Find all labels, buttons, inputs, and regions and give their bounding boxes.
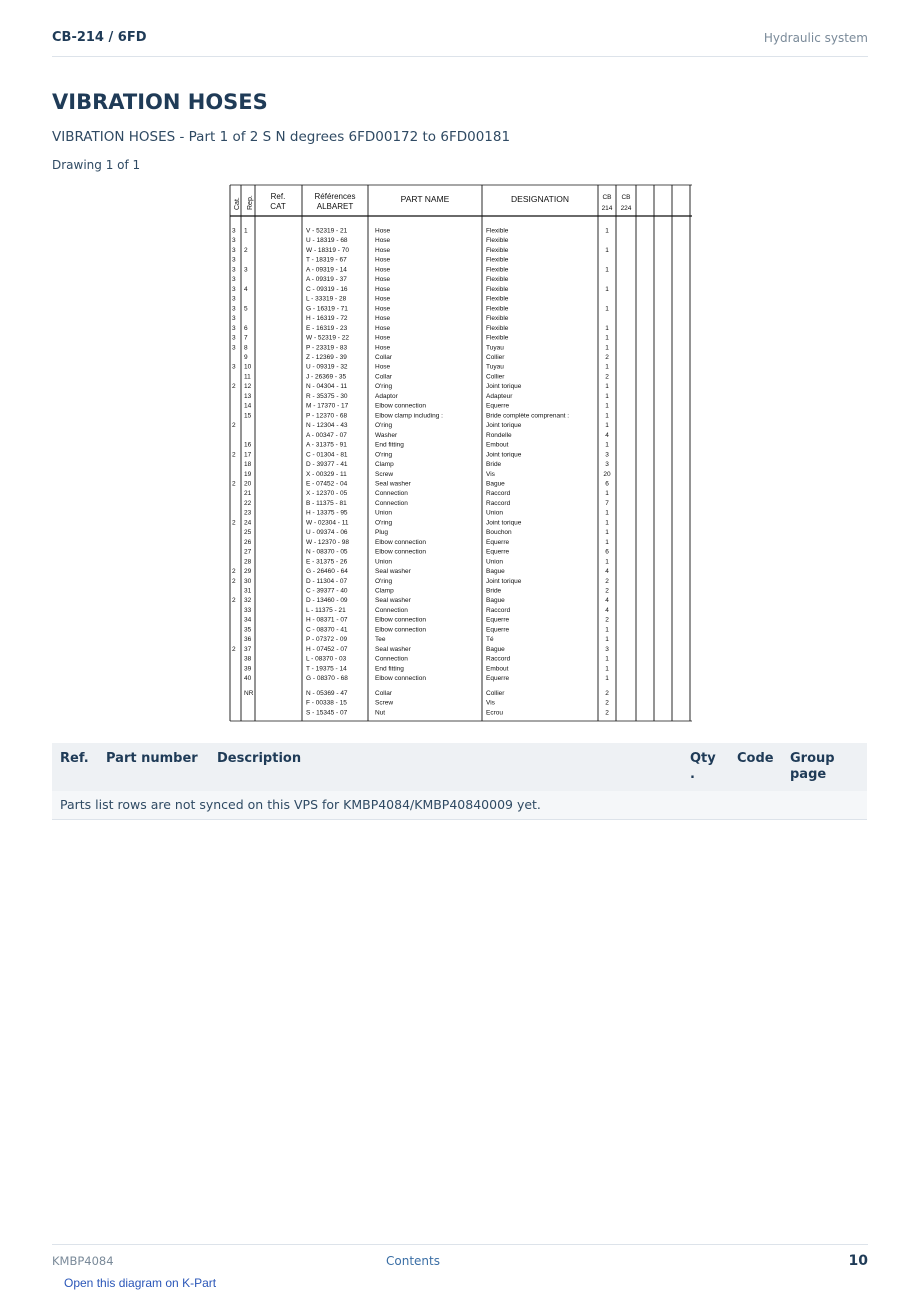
scan-cell-cat: 2 [232, 577, 236, 585]
scan-cell-part-name: O'ring [375, 577, 393, 585]
scan-cell-rep: 29 [244, 568, 252, 576]
scan-cell-designation: Té [486, 636, 494, 644]
scan-cell-rep: 24 [244, 519, 252, 527]
scan-cell-reference: U - 18319 - 68 [306, 237, 348, 245]
scan-header-cb214: CB [602, 194, 612, 201]
scan-cell-designation: Rondelle [486, 431, 512, 439]
scan-cell-designation: Flexible [486, 237, 509, 245]
scan-cell-part-name: O'ring [375, 451, 393, 459]
scan-cell-rep: 2 [244, 246, 248, 254]
drawing-label: Drawing 1 of 1 [52, 158, 141, 172]
scan-cell-part-name: Adaptor [375, 392, 398, 400]
scan-cell-qty: 1 [605, 285, 609, 293]
scan-cell-cat: 3 [232, 256, 236, 264]
scan-cell-cat: 3 [232, 227, 236, 235]
scan-header-cb224: CB [621, 194, 631, 201]
breadcrumb: CB-214 / 6FD [52, 30, 147, 45]
scan-cell-reference: H - 07452 - 07 [306, 645, 348, 653]
scan-cell-part-name: Hose [375, 324, 391, 332]
scan-cell-designation: Bride [486, 461, 502, 469]
scan-cell-part-name: Elbow connection [375, 538, 426, 546]
scan-cell-part-name: Connection [375, 655, 408, 663]
scan-cell-designation: Raccord [486, 490, 511, 498]
scan-cell-reference: M - 17370 - 17 [306, 402, 349, 410]
scan-header-albaret: ALBARET [316, 202, 354, 211]
scan-cell-rep: 25 [244, 529, 252, 537]
scan-cell-designation: Bague [486, 480, 505, 488]
scan-cell-cat: 3 [232, 295, 236, 303]
scan-cell-designation: Flexible [486, 324, 509, 332]
scan-cell-designation: Union [486, 558, 503, 566]
scan-cell-part-name: Union [375, 558, 392, 566]
open-kpart-link[interactable]: Open this diagram on K-Part [64, 1276, 217, 1290]
scan-cell-qty: 1 [605, 665, 609, 673]
scan-cell-qty: 4 [605, 606, 609, 614]
scan-image [228, 180, 694, 725]
scan-cell-reference: H - 08371 - 07 [306, 616, 348, 624]
scan-cell-reference: B - 11375 - 81 [306, 499, 347, 507]
scan-cell-designation: Joint torique [486, 519, 522, 527]
scan-cell-designation: Flexible [486, 227, 509, 235]
col-description: Description [217, 751, 302, 766]
parts-table-message: Parts list rows are not synced on this VPS for KMBP4084/KMBP40840009 yet. [52, 791, 867, 820]
scan-cell-reference: J - 26369 - 35 [306, 373, 347, 381]
scan-cell-reference: T - 19375 - 14 [306, 665, 347, 673]
scan-cell-part-name: Hose [375, 315, 391, 323]
scan-cell-rep: 10 [244, 363, 252, 371]
scan-cell-cat: 2 [232, 451, 236, 459]
scan-cell-designation: Flexible [486, 285, 509, 293]
scan-cell-rep: 34 [244, 616, 252, 624]
scan-cell-rep: 20 [244, 480, 252, 488]
scan-cell-cat: 3 [232, 363, 236, 371]
scan-cell-designation: Equerre [486, 626, 510, 634]
scan-cell-qty: 1 [605, 305, 609, 313]
scan-cell-part-name: Hose [375, 334, 391, 342]
scan-cell-part-name: Hose [375, 227, 391, 235]
scan-cell-reference: A - 00347 - 07 [306, 431, 347, 439]
page-header [52, 28, 868, 57]
scan-cell-part-name: Collar [375, 690, 392, 697]
scan-cell-rep: 18 [244, 461, 252, 469]
scan-cell-rep: 16 [244, 441, 252, 449]
scan-cell-reference: X - 00329 - 11 [306, 470, 347, 478]
scan-cell-qty: 1 [605, 558, 609, 566]
col-group-page: Group page [790, 751, 835, 782]
scan-cell-reference: N - 08370 - 05 [306, 548, 348, 556]
scan-cell-designation: Raccord [486, 499, 511, 507]
scan-cell-reference: L - 08370 - 03 [306, 655, 347, 663]
scan-cell-part-name: Hose [375, 285, 391, 293]
scan-cell-qty: 2 [605, 587, 609, 595]
scan-cell-part-name: Screw [375, 699, 394, 707]
scan-cell-part-name: Hose [375, 237, 391, 245]
scan-cell-reference: V - 52319 - 21 [306, 227, 348, 235]
scan-cell-part-name: Washer [375, 431, 398, 439]
scan-cell-part-name: Plug [375, 529, 389, 537]
scan-cell-rep: 6 [244, 324, 248, 332]
scan-cell-qty: 3 [605, 645, 609, 653]
scan-cell-rep: 21 [244, 490, 252, 498]
scan-cell-designation: Joint torique [486, 422, 522, 430]
scan-cell-qty: 6 [605, 548, 609, 556]
page-footer [52, 1244, 868, 1275]
scan-cell-reference: E - 07452 - 04 [306, 480, 348, 488]
scan-cell-reference: D - 39377 - 41 [306, 461, 348, 469]
scan-cell-qty: 4 [605, 431, 609, 439]
scan-cell-part-name: Hose [375, 266, 391, 274]
scan-cell-cat: 2 [232, 597, 236, 605]
scan-cell-rep: 22 [244, 499, 252, 507]
scan-cell-designation: Bague [486, 645, 505, 653]
scan-cell-designation: Flexible [486, 295, 509, 303]
scan-cell-qty: 2 [605, 690, 609, 697]
scan-header-ref-cat: CAT [270, 202, 286, 211]
scan-cell-rep: 23 [244, 509, 252, 517]
scan-cell-rep: 8 [244, 344, 248, 352]
scan-cell-reference: P - 23319 - 83 [306, 344, 348, 352]
scan-cell-designation: Joint torique [486, 451, 522, 459]
scan-cell-part-name: Hose [375, 305, 391, 313]
scan-cell-qty: 1 [605, 246, 609, 254]
scan-cell-cat: 2 [232, 422, 236, 430]
scan-cell-designation: Raccord [486, 655, 511, 663]
scan-cell-qty: 2 [605, 699, 609, 707]
scan-cell-cat: 3 [232, 305, 236, 313]
scan-cell-part-name: Seal washer [375, 597, 411, 605]
scan-cell-reference: R - 35375 - 30 [306, 392, 348, 400]
scan-cell-designation: Joint torique [486, 383, 522, 391]
scan-cell-part-name: Elbow connection [375, 616, 426, 624]
scan-cell-rep: 1 [244, 227, 248, 235]
scan-cell-rep: 36 [244, 636, 252, 644]
scan-cell-rep: 4 [244, 285, 248, 293]
scan-cell-designation: Flexible [486, 334, 509, 342]
scan-cell-qty: 1 [605, 490, 609, 498]
scan-cell-designation: Bride [486, 587, 502, 595]
scan-cell-qty: 1 [605, 509, 609, 517]
scan-cell-rep: 28 [244, 558, 252, 566]
scan-cell-designation: Equerre [486, 616, 510, 624]
page-number: 10 [848, 1253, 868, 1269]
scan-cell-reference: C - 09319 - 16 [306, 285, 348, 293]
scan-cell-cat: 2 [232, 519, 236, 527]
footer-doc-id: KMBP4084 [52, 1254, 114, 1268]
scan-cell-part-name: Seal washer [375, 568, 411, 576]
scan-cell-part-name: Connection [375, 499, 408, 507]
scan-cell-reference: A - 09319 - 37 [306, 276, 347, 284]
scan-cell-cat: 3 [232, 266, 236, 274]
scan-cell-qty: 2 [605, 616, 609, 624]
scan-cell-designation: Raccord [486, 606, 511, 614]
scan-cell-reference: G - 16319 - 71 [306, 305, 348, 313]
scan-cell-designation: Ecrou [486, 709, 503, 717]
scan-cell-part-name: Elbow connection [375, 548, 426, 556]
scan-header-part-name: PART NAME [400, 194, 450, 204]
scan-cell-designation: Tuyau [486, 344, 504, 352]
scan-cell-designation: Collier [486, 373, 505, 381]
scan-cell-cat: 3 [232, 324, 236, 332]
scan-cell-part-name: Elbow connection [375, 402, 426, 410]
scan-cell-cat: 3 [232, 276, 236, 284]
scan-cell-rep: 35 [244, 626, 252, 634]
scan-cell-reference: W - 12370 - 98 [306, 538, 349, 546]
scan-header-designation: DESIGNATION [511, 194, 569, 204]
scan-cell-reference: P - 07372 - 09 [306, 636, 348, 644]
scan-cell-qty: 1 [605, 383, 609, 391]
scan-cell-qty: 1 [605, 324, 609, 332]
contents-link[interactable]: Contents [386, 1254, 440, 1268]
scan-cell-rep: 39 [244, 665, 252, 673]
scan-cell-part-name: Hose [375, 276, 391, 284]
scan-cell-reference: G - 26460 - 64 [306, 568, 348, 576]
scan-cell-qty: 4 [605, 597, 609, 605]
scan-cell-designation: Flexible [486, 256, 509, 264]
parts-table-header [52, 743, 867, 791]
scan-cell-reference: W - 02304 - 11 [306, 519, 349, 527]
scan-cell-qty: 1 [605, 519, 609, 527]
scan-cell-part-name: Seal washer [375, 480, 411, 488]
scan-cell-part-name: Elbow clamp including : [375, 412, 443, 420]
scan-cell-rep: 38 [244, 655, 252, 663]
scan-cell-qty: 1 [605, 626, 609, 634]
scan-cell-qty: 3 [605, 451, 609, 459]
scan-cell-rep: 37 [244, 645, 252, 653]
scan-cell-qty: 2 [605, 577, 609, 585]
scan-cell-part-name: Connection [375, 490, 408, 498]
scan-cell-reference: T - 18319 - 67 [306, 256, 347, 264]
scan-cell-reference: C - 39377 - 40 [306, 587, 348, 595]
scan-cell-part-name: O'ring [375, 519, 393, 527]
scan-cell-qty: 1 [605, 392, 609, 400]
scan-cell-reference: C - 08370 - 41 [306, 626, 348, 634]
scan-cell-reference: W - 18319 - 70 [306, 246, 349, 254]
scan-cell-reference: A - 31375 - 91 [306, 441, 347, 449]
scan-cell-part-name: Hose [375, 246, 391, 254]
scan-cell-qty: 1 [605, 675, 609, 683]
scan-cell-qty: 3 [605, 461, 609, 469]
scan-cell-designation: Equerre [486, 402, 510, 410]
scan-cell-qty: 1 [605, 538, 609, 546]
scan-cell-rep: 7 [244, 334, 248, 342]
scan-cell-part-name: Hose [375, 363, 391, 371]
scan-cell-designation: Flexible [486, 276, 509, 284]
scan-cell-designation: Flexible [486, 246, 509, 254]
scan-cell-reference: U - 09319 - 32 [306, 363, 348, 371]
scan-cell-part-name: Clamp [375, 461, 394, 469]
scan-cell-rep: 30 [244, 577, 252, 585]
scan-cell-reference: H - 16319 - 72 [306, 315, 348, 323]
scan-cell-designation: Collier [486, 353, 505, 361]
col-qty: Qty . [690, 751, 716, 782]
parts-table [52, 743, 867, 820]
scan-cell-reference: X - 12370 - 05 [306, 490, 348, 498]
scan-cell-part-name: O'ring [375, 422, 393, 430]
section-label: Hydraulic system [763, 31, 868, 45]
scan-cell-reference: F - 00338 - 15 [306, 699, 347, 707]
scan-cell-part-name: Elbow connection [375, 626, 426, 634]
scan-cell-rep: 11 [244, 373, 251, 381]
scan-cell-qty: 20 [603, 470, 611, 478]
scan-cell-rep: 13 [244, 392, 252, 400]
scan-cell-rep: 32 [244, 597, 252, 605]
scan-cell-part-name: Union [375, 509, 392, 517]
scan-cell-rep: 3 [244, 266, 248, 274]
page-title: VIBRATION HOSES [52, 90, 268, 114]
scan-cell-designation: Equerre [486, 675, 510, 683]
scan-cell-qty: 1 [605, 422, 609, 430]
scan-cell-rep: 5 [244, 305, 248, 313]
scan-cell-reference: S - 15345 - 07 [306, 709, 348, 717]
scan-cell-qty: 1 [605, 334, 609, 342]
scan-cell-reference: W - 52319 - 22 [306, 334, 349, 342]
scan-cell-qty: 2 [605, 353, 609, 361]
scan-cell-qty: 2 [605, 709, 609, 717]
scan-cell-rep: 40 [244, 675, 252, 683]
scan-cell-reference: P - 12370 - 68 [306, 412, 348, 420]
scan-cell-cat: 2 [232, 383, 236, 391]
scan-cell-part-name: Screw [375, 470, 394, 478]
scan-cell-designation: Vis [486, 470, 495, 478]
scan-cell-part-name: End fitting [375, 441, 404, 449]
scan-cell-reference: A - 09319 - 14 [306, 266, 347, 274]
scan-cell-part-name: Connection [375, 606, 408, 614]
scan-cell-part-name: O'ring [375, 383, 393, 391]
scan-cell-reference: G - 08370 - 68 [306, 675, 348, 683]
scan-cell-designation: Flexible [486, 266, 509, 274]
scan-cell-qty: 7 [605, 499, 609, 507]
page-subtitle: VIBRATION HOSES - Part 1 of 2 S N degrees 6FD00172 to 6FD00181 [52, 129, 511, 145]
scan-cell-designation: Union [486, 509, 503, 517]
scan-cell-reference: L - 11375 - 21 [306, 606, 346, 614]
scan-cell-reference: D - 11304 - 07 [306, 577, 348, 585]
scan-cell-part-name: Tee [375, 636, 386, 644]
scan-header-ref: Ref. [270, 192, 286, 201]
scan-cell-qty: 1 [605, 412, 609, 420]
scan-cell-part-name: Hose [375, 256, 391, 264]
scan-cell-qty: 1 [605, 266, 609, 274]
scan-cell-cat: 2 [232, 645, 236, 653]
scan-cell-rep: 12 [244, 383, 252, 391]
scan-cell-reference: U - 09374 - 06 [306, 529, 348, 537]
scan-cell-qty: 1 [605, 227, 609, 235]
scan-cell-designation: Vis [486, 699, 495, 707]
col-code: Code [737, 751, 774, 766]
scan-cell-cat: 3 [232, 344, 236, 352]
scan-cell-designation: Bague [486, 597, 505, 605]
scan-cell-qty: 6 [605, 480, 609, 488]
scan-cell-designation: Joint torique [486, 577, 522, 585]
scan-cell-cat: 2 [232, 568, 236, 576]
scan-cell-reference: N - 12304 - 43 [306, 422, 348, 430]
scan-cell-qty: 1 [605, 402, 609, 410]
scan-cell-reference: H - 13375 - 95 [306, 509, 348, 517]
scan-cell-designation: Bouchon [486, 529, 512, 537]
scan-cell-rep: 9 [244, 353, 248, 361]
scan-cell-designation: Embout [486, 441, 509, 449]
scan-header-cb214-num: 214 [601, 205, 613, 212]
scan-cell-qty: 1 [605, 344, 609, 352]
scan-cell-cat: 2 [232, 480, 236, 488]
scan-cell-cat: 3 [232, 315, 236, 323]
scan-cell-designation: Equerre [486, 538, 510, 546]
scan-cell-rep: 26 [244, 538, 252, 546]
scan-cell-designation: Collier [486, 690, 505, 697]
scan-cell-cat: 3 [232, 285, 236, 293]
scan-cell-qty: 1 [605, 441, 609, 449]
scan-cell-qty: 1 [605, 363, 609, 371]
scan-cell-reference: E - 16319 - 23 [306, 324, 348, 332]
scan-cell-rep: 27 [244, 548, 252, 556]
scan-cell-qty: 1 [605, 655, 609, 663]
scan-header-cat: Cat. [234, 197, 241, 210]
scan-cell-rep: 14 [244, 402, 252, 410]
scan-cell-cat: 3 [232, 246, 236, 254]
scan-cell-designation: Bride complète comprenant : [486, 412, 570, 420]
scan-cell-part-name: End fitting [375, 665, 404, 673]
scan-cell-reference: L - 33319 - 28 [306, 295, 347, 303]
scan-cell-qty: 1 [605, 529, 609, 537]
scan-cell-rep: 19 [244, 470, 252, 478]
scan-header-rep: Rep. [247, 195, 254, 210]
scan-cell-rep: NR [244, 690, 254, 697]
scan-cell-qty: 4 [605, 568, 609, 576]
scan-cell-reference: Z - 12369 - 39 [306, 353, 347, 361]
scan-cell-designation: Flexible [486, 305, 509, 313]
scan-cell-rep: 15 [244, 412, 252, 420]
scan-cell-reference: E - 31375 - 26 [306, 558, 348, 566]
scan-header-cb224-num: 224 [620, 205, 632, 212]
scan-cell-designation: Flexible [486, 315, 509, 323]
scan-cell-reference: D - 13460 - 09 [306, 597, 348, 605]
scan-cell-cat: 3 [232, 237, 236, 245]
scan-cell-part-name: Collar [375, 373, 392, 381]
scan-cell-reference: C - 01304 - 81 [306, 451, 348, 459]
scan-cell-designation: Bague [486, 568, 505, 576]
scan-cell-part-name: Elbow connection [375, 675, 426, 683]
scan-cell-designation: Equerre [486, 548, 510, 556]
col-part-number: Part number [106, 751, 198, 766]
scan-cell-part-name: Nut [375, 709, 386, 717]
scan-cell-part-name: Hose [375, 295, 391, 303]
scan-cell-part-name: Hose [375, 344, 391, 352]
scan-cell-reference: N - 05369 - 47 [306, 690, 348, 697]
scan-cell-rep: 17 [244, 451, 252, 459]
scan-cell-designation: Embout [486, 665, 509, 673]
scan-header-references: Références [314, 192, 356, 201]
scan-cell-reference: N - 04304 - 11 [306, 383, 348, 391]
parts-diagram-scan [228, 180, 694, 725]
scan-cell-designation: Tuyau [486, 363, 504, 371]
scan-cell-designation: Adapteur [486, 392, 513, 400]
scan-cell-qty: 1 [605, 636, 609, 644]
scan-cell-part-name: Clamp [375, 587, 394, 595]
scan-cell-qty: 2 [605, 373, 609, 381]
col-ref: Ref. [60, 751, 89, 766]
scan-cell-rep: 31 [244, 587, 252, 595]
scan-cell-part-name: Collar [375, 353, 392, 361]
scan-cell-cat: 3 [232, 334, 236, 342]
scan-cell-part-name: Seal washer [375, 645, 411, 653]
scan-cell-rep: 33 [244, 606, 252, 614]
